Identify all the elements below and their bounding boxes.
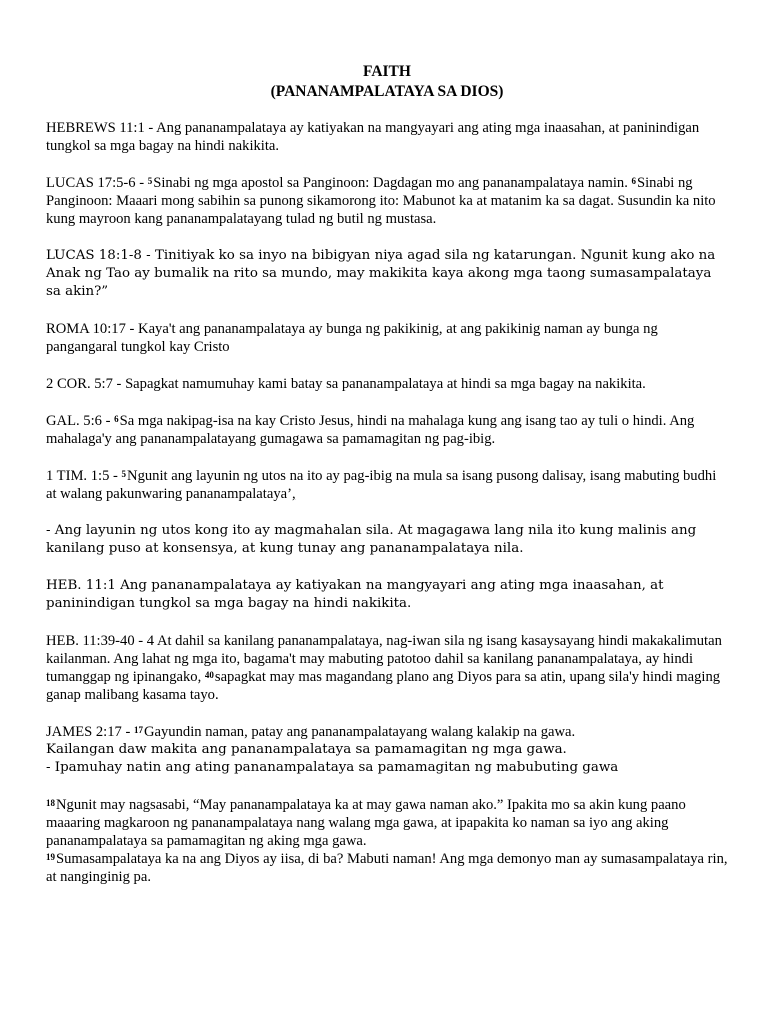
gal-ref: GAL. 5:6 -: [46, 413, 115, 429]
cor-ref: 2 COR. 5:7 -: [46, 376, 126, 392]
james-line-2: Kailangan daw makita ang pananampalataya sa pamamagitan ng mga gawa.: [46, 742, 567, 757]
james-line-3: - Ipamuhay natin ang ating pananampalataya sa pamamagitan ng mabubuting gawa: [46, 760, 619, 775]
heb11-1-ref: HEB. 11:1: [46, 578, 121, 593]
heb11-1-text: Ang pananampalataya ay katiyakan na mangyayari ang ating mga inaasahan, at paninindigan tungkol sa mga bagay na hindi nakikita.: [46, 578, 664, 611]
hebrews-text: Ang pananampalataya ay katiyakan na mangyayari ang ating mga inaasahan, at paninindigan tungkol sa mga bagay na hindi nakikita.: [46, 120, 700, 154]
gal-paragraph: [46, 412, 728, 448]
roma-ref: ROMA 10:17 -: [46, 321, 139, 337]
heb11-39-paragraph: [46, 632, 728, 704]
heb11-1-paragraph: [46, 577, 728, 613]
lucas17-text-5: Sinabi ng mga apostol sa Panginoon: Dagdagan mo ang pananampalataya namin.: [153, 175, 632, 191]
lucas17-ref: LUCAS 17:5-6 -: [46, 175, 148, 191]
verse-number: 18: [46, 798, 55, 808]
lucas18-ref: LUCAS 18:1-8 -: [46, 248, 155, 263]
tim-tail: ,: [291, 486, 296, 502]
verse-number: 6: [114, 414, 119, 424]
james-paragraph: [46, 723, 728, 741]
verse-number: 40: [204, 670, 214, 680]
verse18-text: Ngunit may nagsasabi, “May pananampalataya ka at may gawa naman ako.” Ipakita mo sa akin kung paano maaaring magkaroon ng pananampalataya nang walang mga gawa, at ipapakita ko naman sa iyo ang aking pananampalataya sa pamamagitan ng aking mga gawa.: [46, 797, 686, 849]
lucas17-text-6: Sinabi ng Panginoon: Maaari mong sabihin sa punong sikamorong ito: Mabunot ka at matanim ka sa dagat. Susundin ka nito kung mayroon kang pananampalatayang tulad ng butil ng mustasa.: [46, 175, 716, 227]
lucas17-paragraph: [46, 174, 728, 228]
verse-number: 5: [147, 176, 153, 186]
roma-paragraph: [46, 320, 728, 356]
lucas18-paragraph: [46, 247, 728, 301]
gal-text: Sa mga nakipag-isa na kay Cristo Jesus, hindi na mahalaga kung ang isang tao ay tuli o hindi. Ang mahalaga'y ang pananampalatayang gumagawa sa pamamagitan ng pag-ibig.: [46, 413, 695, 447]
verse-number: 17: [133, 725, 143, 735]
title-line-2: (PANANAMPALATAYA SA DIOS): [270, 83, 504, 100]
hebrews-ref: HEBREWS 11:1 -: [46, 120, 157, 136]
hebrews-paragraph: [46, 119, 728, 155]
tim-ref: 1 TIM. 1:5 -: [46, 468, 122, 484]
roma-text: Kaya't ang pananampalataya ay bunga ng pakikinig, at ang pakikinig naman ay bunga ng pangangaral tungkol kay Cristo: [46, 321, 658, 355]
james-ref: JAMES 2:17 -: [46, 724, 134, 740]
cor-text: Sapagkat namumuhay kami batay sa pananampalataya at hindi sa mga bagay na nakikita.: [125, 376, 646, 392]
verse19-paragraph: [46, 850, 728, 886]
cor-paragraph: [46, 375, 728, 393]
verse-number: 5: [121, 469, 127, 479]
verse-number: 19: [46, 852, 55, 862]
heb11-39-text: At dahil sa kanilang pananampalataya, nag-iwan sila ng isang kasaysayang hindi makakalimutan kailanman. Ang lahat ng mga ito, bagama't may mabuting patotoo dahil sa kanilang pananampalataya, ay hindi tumanggap ng ipinangako,: [46, 633, 722, 685]
verse19-text: Sumasampalataya ka na ang Diyos ay iisa, di ba? Mabuti naman! Ang mga demonyo man ay sumasampalataya rin, at nanginginig pa.: [46, 851, 728, 885]
tim-text: Ngunit ang layunin ng utos na ito ay pag-ibig na mula sa isang pusong dalisay, isang mabuting budhi at walang pakunwaring pananampalataya’: [46, 468, 717, 502]
heb11-39-text-2: sapagkat may mas magandang plano ang Diyos para sa atin, upang sila'y hindi maging ganap malibang kasama tayo.: [46, 669, 721, 703]
verse18-paragraph: [46, 796, 728, 850]
title-line-1: FAITH: [363, 63, 411, 80]
layunin-paragraph: - Ang layunin ng utos kong ito ay magmahalan sila. At magagawa lang nila ito kung malinis ang kanilang puso at konsensya, at kung tunay ang pananampalataya nila.: [46, 523, 697, 556]
lucas18-text: Tinitiyak ko sa inyo na bibigyan niya agad sila ng katarungan. Ngunit kung ako na Anak ng Tao ay bumalik na rito sa mundo, may makikita kaya akong mga taong sumasampalataya sa akin?”: [46, 248, 716, 299]
james-text: Gayundin naman, patay ang pananampalatayang walang kalakip na gawa.: [143, 724, 576, 740]
verse-number: 6: [631, 176, 637, 186]
heb11-39-ref: HEB. 11:39-40 - 4: [46, 633, 157, 649]
tim-paragraph: [46, 467, 728, 503]
